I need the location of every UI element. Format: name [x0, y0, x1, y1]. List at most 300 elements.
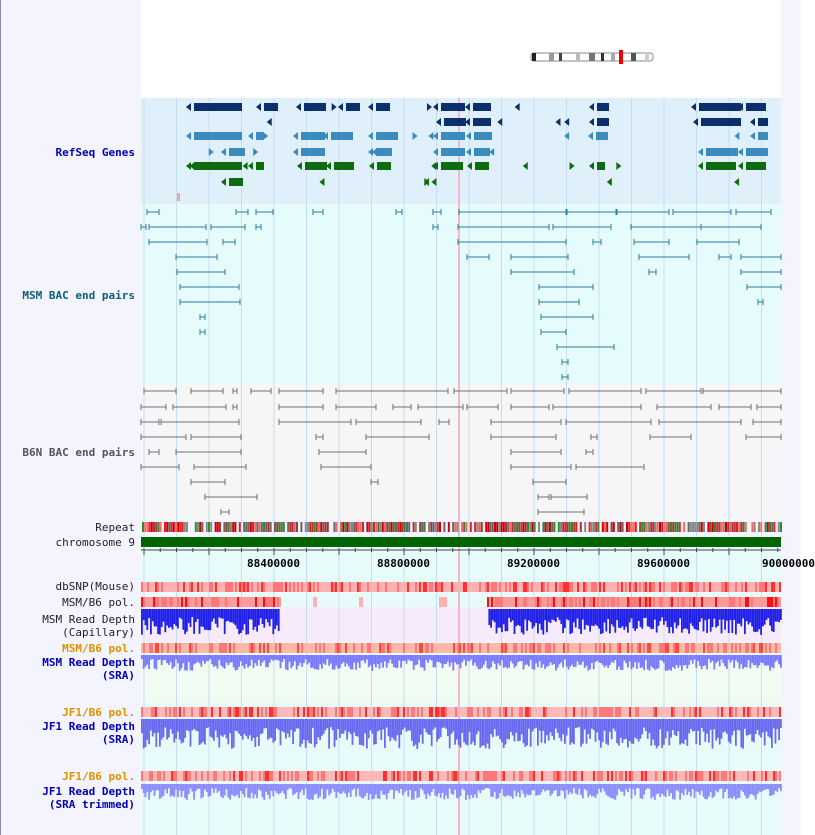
- snp-mark: [547, 771, 549, 781]
- snp-mark: [283, 643, 285, 653]
- snp-mark: [649, 597, 651, 607]
- snp-mark: [247, 597, 249, 607]
- repeat-mark: [498, 522, 500, 532]
- snp-mark: [505, 597, 507, 607]
- depth-bar: [339, 719, 341, 738]
- depth-bar: [224, 784, 226, 795]
- depth-bar: [663, 719, 665, 745]
- depth-bar: [197, 609, 199, 619]
- depth-bar: [398, 719, 400, 748]
- depth-bar: [530, 719, 532, 747]
- snp-mark: [557, 597, 559, 607]
- snp-mark: [271, 771, 273, 781]
- snp-mark: [197, 597, 199, 607]
- depth-bar: [497, 784, 499, 798]
- snp-mark: [331, 771, 333, 781]
- depth-bar: [769, 609, 771, 626]
- depth-bar: [352, 655, 354, 669]
- snp-mark: [259, 707, 261, 717]
- depth-bar: [604, 719, 606, 731]
- snp-mark: [151, 707, 153, 717]
- depth-bar: [656, 609, 658, 633]
- depth-bar: [235, 609, 237, 625]
- snp-mark: [679, 597, 681, 607]
- snp-mark: [713, 597, 715, 607]
- depth-bar: [208, 784, 210, 797]
- snp-mark: [717, 582, 719, 592]
- snp-mark: [425, 771, 427, 781]
- depth-bar: [775, 609, 777, 622]
- snp-mark: [715, 597, 717, 607]
- snp-mark: [497, 771, 499, 781]
- depth-bar: [712, 655, 714, 661]
- snp-mark: [471, 771, 473, 781]
- snp-mark: [313, 582, 315, 592]
- depth-bar: [537, 784, 539, 795]
- depth-bar: [566, 784, 568, 790]
- depth-bar: [143, 784, 145, 793]
- depth-bar: [596, 719, 598, 732]
- repeat-mark: [195, 522, 197, 532]
- depth-bar: [609, 655, 611, 665]
- depth-bar: [607, 609, 609, 619]
- repeat-mark: [173, 522, 175, 532]
- snp-mark: [701, 771, 703, 781]
- depth-bar: [308, 655, 310, 662]
- snp-mark: [543, 597, 545, 607]
- snp-mark: [437, 643, 439, 653]
- snp-mark: [655, 643, 657, 653]
- snp-mark: [263, 597, 265, 607]
- snp-mark: [269, 643, 271, 653]
- ideogram-band: [611, 53, 615, 61]
- depth-bar: [163, 784, 165, 796]
- depth-bar: [589, 784, 591, 795]
- snp-mark: [771, 707, 773, 717]
- depth-bar: [245, 719, 247, 736]
- depth-bar: [757, 655, 759, 668]
- snp-mark: [145, 582, 147, 592]
- depth-bar: [503, 784, 505, 796]
- snp-mark: [149, 597, 151, 607]
- snp-mark: [231, 771, 233, 781]
- snp-mark: [609, 582, 611, 592]
- snp-mark: [533, 597, 535, 607]
- depth-bar: [472, 655, 474, 666]
- depth-bar: [366, 655, 368, 660]
- snp-mark: [599, 771, 601, 781]
- depth-bar: [263, 784, 265, 800]
- depth-bar: [402, 719, 404, 730]
- snp-mark: [725, 771, 727, 781]
- snp-mark: [567, 643, 569, 653]
- depth-bar: [726, 609, 728, 621]
- depth-bar: [272, 784, 274, 796]
- depth-bar: [301, 655, 303, 667]
- depth-bar: [609, 609, 611, 633]
- depth-bar: [267, 719, 269, 740]
- depth-bar: [674, 655, 676, 669]
- snp-mark: [423, 582, 425, 592]
- depth-bar: [236, 719, 238, 731]
- depth-bar: [148, 609, 150, 618]
- depth-bar: [490, 609, 492, 628]
- snp-mark: [647, 643, 649, 653]
- snp-mark: [697, 771, 699, 781]
- depth-bar: [722, 609, 724, 620]
- depth-bar: [773, 609, 775, 632]
- snp-mark: [553, 643, 555, 653]
- depth-bar: [521, 609, 523, 632]
- snp-mark: [343, 582, 345, 592]
- snp-mark: [645, 597, 647, 607]
- snp-mark: [395, 707, 397, 717]
- snp-mark: [567, 771, 569, 781]
- snp-mark: [681, 643, 683, 653]
- depth-bar: [654, 609, 656, 620]
- snp-mark: [659, 597, 661, 607]
- depth-bar: [501, 655, 503, 660]
- snp-mark: [467, 582, 469, 592]
- depth-bar: [557, 784, 559, 796]
- depth-bar: [762, 655, 764, 663]
- snp-mark: [247, 643, 249, 653]
- snp-mark: [647, 771, 649, 781]
- snp-mark: [689, 707, 691, 717]
- depth-bar: [472, 784, 474, 798]
- depth-bar: [422, 655, 424, 667]
- snp-mark: [667, 707, 669, 717]
- depth-bar: [267, 655, 269, 667]
- snp-mark: [721, 597, 723, 607]
- depth-bar: [697, 719, 699, 731]
- depth-bar: [596, 609, 598, 626]
- snp-mark: [149, 707, 151, 717]
- snp-mark: [519, 597, 521, 607]
- depth-bar: [584, 784, 586, 789]
- snp-mark: [531, 643, 533, 653]
- snp-mark: [427, 582, 429, 592]
- snp-mark: [143, 643, 145, 653]
- snp-mark: [579, 643, 581, 653]
- snp-mark: [727, 582, 729, 592]
- snp-mark: [585, 643, 587, 653]
- snp-mark: [647, 707, 649, 717]
- depth-bar: [514, 655, 516, 668]
- depth-bar: [566, 609, 568, 619]
- depth-bar: [436, 719, 438, 742]
- track-label-msm-b6-pol-2: MSM/B6 pol.: [62, 642, 135, 655]
- depth-bar: [454, 784, 456, 790]
- depth-bar: [334, 784, 336, 792]
- snp-mark: [551, 707, 553, 717]
- repeat-mark: [516, 522, 518, 532]
- snp-mark: [371, 707, 373, 717]
- depth-bar: [191, 719, 193, 731]
- depth-bar: [508, 655, 510, 668]
- snp-mark: [743, 582, 745, 592]
- snp-mark: [703, 643, 705, 653]
- depth-bar: [157, 609, 159, 634]
- repeat-mark: [732, 522, 734, 532]
- depth-bar: [577, 655, 579, 661]
- snp-mark: [655, 707, 657, 717]
- snp-mark: [335, 707, 337, 717]
- depth-bar: [496, 609, 498, 633]
- depth-bar: [703, 784, 705, 797]
- repeat-mark: [355, 522, 357, 532]
- depth-bar: [190, 655, 192, 670]
- snp-mark: [473, 643, 475, 653]
- snp-mark: [717, 707, 719, 717]
- depth-bar: [217, 655, 219, 669]
- depth-bar: [258, 719, 260, 746]
- snp-mark: [567, 582, 569, 592]
- snp-mark: [195, 643, 197, 653]
- snp-mark: [187, 597, 189, 607]
- repeat-mark: [166, 522, 168, 532]
- depth-bar: [479, 784, 481, 793]
- snp-mark: [731, 643, 733, 653]
- depth-bar: [397, 719, 399, 735]
- snp-mark: [345, 582, 347, 592]
- depth-bar: [290, 719, 292, 730]
- depth-bar: [323, 655, 325, 663]
- depth-bar: [749, 719, 751, 734]
- snp-mark: [417, 643, 419, 653]
- snp-mark: [699, 771, 701, 781]
- depth-bar: [337, 719, 339, 729]
- repeat-mark: [666, 522, 668, 532]
- snp-mark: [185, 771, 187, 781]
- depth-bar: [541, 719, 543, 743]
- snp-mark: [455, 771, 457, 781]
- snp-mark: [551, 643, 553, 653]
- repeat-mark: [386, 522, 388, 532]
- repeat-mark: [487, 522, 489, 532]
- snp-mark: [435, 643, 437, 653]
- snp-mark: [233, 582, 235, 592]
- snp-mark: [187, 582, 189, 592]
- depth-bar: [559, 609, 561, 620]
- snp-mark: [329, 707, 331, 717]
- depth-bar: [537, 655, 539, 667]
- track-label-jf1-depth-trim-2: (SRA trimmed): [48, 798, 135, 811]
- track-label-jf1-b6-pol-2: JF1/B6 pol.: [62, 770, 135, 783]
- repeat-mark: [248, 522, 250, 532]
- depth-bar: [182, 655, 184, 663]
- snp-mark: [517, 643, 519, 653]
- ideogram-band: [589, 53, 595, 61]
- depth-bar: [645, 784, 647, 790]
- depth-bar: [679, 784, 681, 800]
- repeat-mark: [758, 522, 760, 532]
- depth-bar: [222, 784, 224, 798]
- snp-mark: [419, 707, 421, 717]
- snp-mark: [725, 597, 727, 607]
- depth-bar: [146, 609, 148, 630]
- snp-mark: [521, 771, 523, 781]
- depth-bar: [305, 784, 307, 789]
- depth-bar: [562, 609, 564, 633]
- depth-bar: [742, 609, 744, 618]
- snp-mark: [725, 582, 727, 592]
- snp-mark: [677, 582, 679, 592]
- snp-mark: [505, 643, 507, 653]
- repeat-mark: [380, 522, 382, 532]
- snp-mark: [735, 707, 737, 717]
- snp-mark: [203, 643, 205, 653]
- ideogram-marker: [619, 50, 623, 64]
- snp-mark: [711, 582, 713, 592]
- snp-mark: [303, 643, 305, 653]
- snp-mark: [777, 582, 779, 592]
- depth-bar: [287, 719, 289, 733]
- depth-bar: [730, 784, 732, 798]
- depth-bar: [521, 784, 523, 790]
- depth-bar: [501, 784, 503, 789]
- snp-mark: [615, 597, 617, 607]
- snp-mark: [201, 597, 203, 607]
- depth-bar: [731, 655, 733, 660]
- snp-mark: [205, 597, 207, 607]
- snp-mark: [563, 771, 565, 781]
- snp-mark: [419, 771, 421, 781]
- snp-mark: [573, 643, 575, 653]
- depth-bar: [649, 719, 651, 733]
- depth-bar: [652, 719, 654, 740]
- depth-bar: [598, 655, 600, 662]
- depth-bar: [658, 784, 660, 793]
- repeat-mark: [351, 522, 353, 532]
- snp-mark: [637, 771, 639, 781]
- repeat-mark: [644, 522, 646, 532]
- snp-mark: [277, 707, 279, 717]
- snp-mark: [649, 643, 651, 653]
- depth-bar: [758, 609, 760, 629]
- snp-mark: [583, 643, 585, 653]
- repeat-mark: [320, 522, 322, 532]
- depth-bar: [654, 784, 656, 800]
- depth-bar: [568, 719, 570, 728]
- snp-mark: [181, 707, 183, 717]
- repeat-mark: [270, 522, 272, 532]
- depth-bar: [265, 719, 267, 728]
- depth-bar: [591, 655, 593, 663]
- repeat-mark: [250, 522, 252, 532]
- snp-mark: [221, 597, 223, 607]
- repeat-mark: [397, 522, 399, 532]
- depth-bar: [631, 609, 633, 618]
- depth-bar: [641, 719, 643, 734]
- depth-bar: [330, 784, 332, 793]
- depth-bar: [676, 609, 678, 628]
- depth-bar: [753, 609, 755, 632]
- depth-bar: [708, 719, 710, 743]
- snp-mark: [159, 597, 161, 607]
- snp-mark: [755, 771, 757, 781]
- repeat-mark: [168, 522, 170, 532]
- snp-mark: [391, 707, 393, 717]
- depth-bar: [526, 784, 528, 795]
- depth-bar: [542, 719, 544, 731]
- depth-bar: [461, 655, 463, 662]
- snp-mark: [451, 771, 453, 781]
- repeat-mark: [223, 522, 225, 532]
- depth-bar: [413, 784, 415, 800]
- snp-mark: [687, 771, 689, 781]
- snp-mark: [717, 643, 719, 653]
- depth-bar: [555, 719, 557, 729]
- depth-bar: [321, 784, 323, 789]
- depth-bar: [659, 784, 661, 797]
- depth-bar: [339, 655, 341, 668]
- depth-bar: [578, 655, 580, 665]
- depth-bar: [161, 609, 163, 627]
- depth-bar: [704, 784, 706, 799]
- snp-mark: [637, 582, 639, 592]
- depth-bar: [267, 609, 269, 622]
- snp-mark: [775, 643, 777, 653]
- snp-mark: [337, 771, 339, 781]
- depth-bar: [519, 655, 521, 661]
- snp-mark: [493, 643, 495, 653]
- depth-bar: [753, 719, 755, 742]
- snp-mark: [539, 707, 541, 717]
- depth-bar: [575, 655, 577, 667]
- snp-mark: [265, 597, 267, 607]
- snp-mark: [579, 707, 581, 717]
- snp-mark: [501, 771, 503, 781]
- depth-bar: [622, 609, 624, 626]
- depth-bar: [629, 609, 631, 622]
- depth-bar: [571, 655, 573, 665]
- snp-mark: [447, 771, 449, 781]
- depth-bar: [627, 784, 629, 792]
- depth-bar: [398, 655, 400, 661]
- snp-mark: [267, 643, 269, 653]
- snp-mark: [359, 707, 361, 717]
- gene-block: [597, 103, 609, 111]
- depth-bar: [715, 719, 717, 740]
- depth-bar: [447, 784, 449, 799]
- repeat-mark: [527, 522, 529, 532]
- snp-mark: [671, 597, 673, 607]
- depth-bar: [629, 784, 631, 788]
- snp-mark: [569, 643, 571, 653]
- snp-mark: [571, 597, 573, 607]
- snp-mark: [463, 643, 465, 653]
- depth-bar: [418, 784, 420, 797]
- snp-mark: [441, 643, 443, 653]
- snp-mark: [693, 597, 695, 607]
- snp-mark: [321, 643, 323, 653]
- depth-bar: [227, 609, 229, 621]
- snp-mark: [439, 771, 441, 781]
- depth-bar: [706, 719, 708, 734]
- depth-bar: [199, 719, 201, 745]
- depth-bar: [713, 719, 715, 729]
- snp-mark: [479, 643, 481, 653]
- depth-bar: [622, 719, 624, 743]
- snp-mark: [355, 771, 357, 781]
- snp-mark: [587, 771, 589, 781]
- snp-mark: [503, 643, 505, 653]
- depth-bar: [222, 719, 224, 737]
- depth-bar: [685, 784, 687, 789]
- depth-bar: [625, 719, 627, 739]
- depth-bar: [632, 609, 634, 628]
